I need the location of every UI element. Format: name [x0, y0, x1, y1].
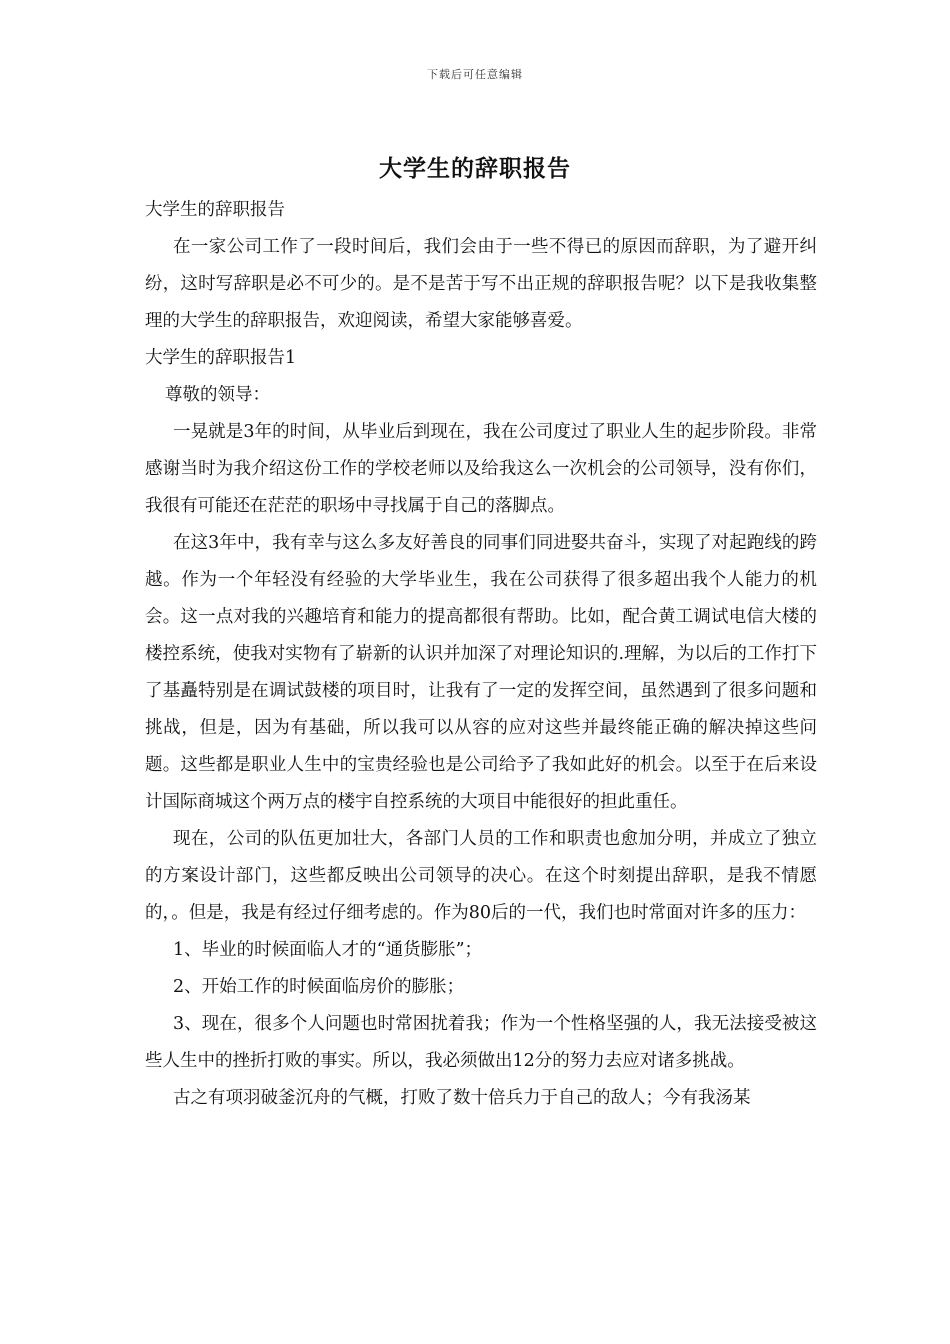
section-heading: 大学生的辞职报告1: [145, 348, 297, 368]
body-paragraph: 现在，公司的队伍更加壮大，各部门人员的工作和职责也愈加分明，并成立了独立的方案设计部门，这些都反映出公司领导的决心。在这个时刻提出辞职，是我不情愿的，。但是，我是有经过仔细考虑的。作为80后的一代，我们也时常面对许多的压力：: [145, 829, 817, 923]
salutation: 尊敬的领导：: [165, 385, 270, 405]
subtitle-paragraph: 大学生的辞职报告: [145, 200, 285, 220]
body-paragraph: 古之有项羽破釜沉舟的气概，打败了数十倍兵力于自己的敌人；今有我汤某: [173, 1088, 751, 1108]
body-paragraph: 一晃就是3年的时间，从毕业后到现在，我在公司度过了职业人生的起步阶段。非常感谢当时为我介绍这份工作的学校老师以及给我这么一次机会的公司领导，没有你们，我很有可能还在茫茫的职场中寻找属于自己的落脚点。: [145, 422, 817, 516]
document-body: [145, 192, 817, 1117]
header-note: 下载后可任意编辑: [427, 68, 523, 81]
intro-paragraph: 在一家公司工作了一段时间后，我们会由于一些不得已的原因而辞职，为了避开纠纷，这时写辞职是必不可少的。是不是苦于写不出正规的辞职报告呢？以下是我收集整理的大学生的辞职报告，欢迎阅读，希望大家能够喜爱。: [145, 237, 817, 331]
list-item: 3、现在，很多个人问题也时常困扰着我；作为一个性格坚强的人，我无法接受被这些人生中的挫折打败的事实。所以，我必须做出12分的努力去应对诸多挑战。: [145, 1014, 817, 1071]
document-title: 大学生的辞职报告: [379, 155, 571, 182]
body-paragraph: 在这3年中，我有幸与这么多友好善良的同事们同进娶共奋斗，实现了对起跑线的跨越。作为一个年轻没有经验的大学毕业生，我在公司获得了很多超出我个人能力的机会。这一点对我的兴趣培育和能力的提高都很有帮助。比如，配合黄工调试电信大楼的楼控系统，使我对实物有了崭新的认识并加深了对理论知识的.理解，为以后的工作打下了基矗特别是在调试鼓楼的项目时，让我有了一定的发挥空间，虽然遇到了很多问题和挑战，但是，因为有基础，所以我可以从容的应对这些并最终能正确的解决掉这些问题。这些都是职业人生中的宝贵经验也是公司给予了我如此好的机会。以至于在后来设计国际商城这个两万点的楼宇自控系统的大项目中能很好的担此重任。: [145, 533, 817, 812]
list-item: 2、开始工作的时候面临房价的膨胀；: [173, 977, 465, 997]
list-item: 1、毕业的时候面临人才的“通货膨胀”；: [173, 940, 483, 960]
